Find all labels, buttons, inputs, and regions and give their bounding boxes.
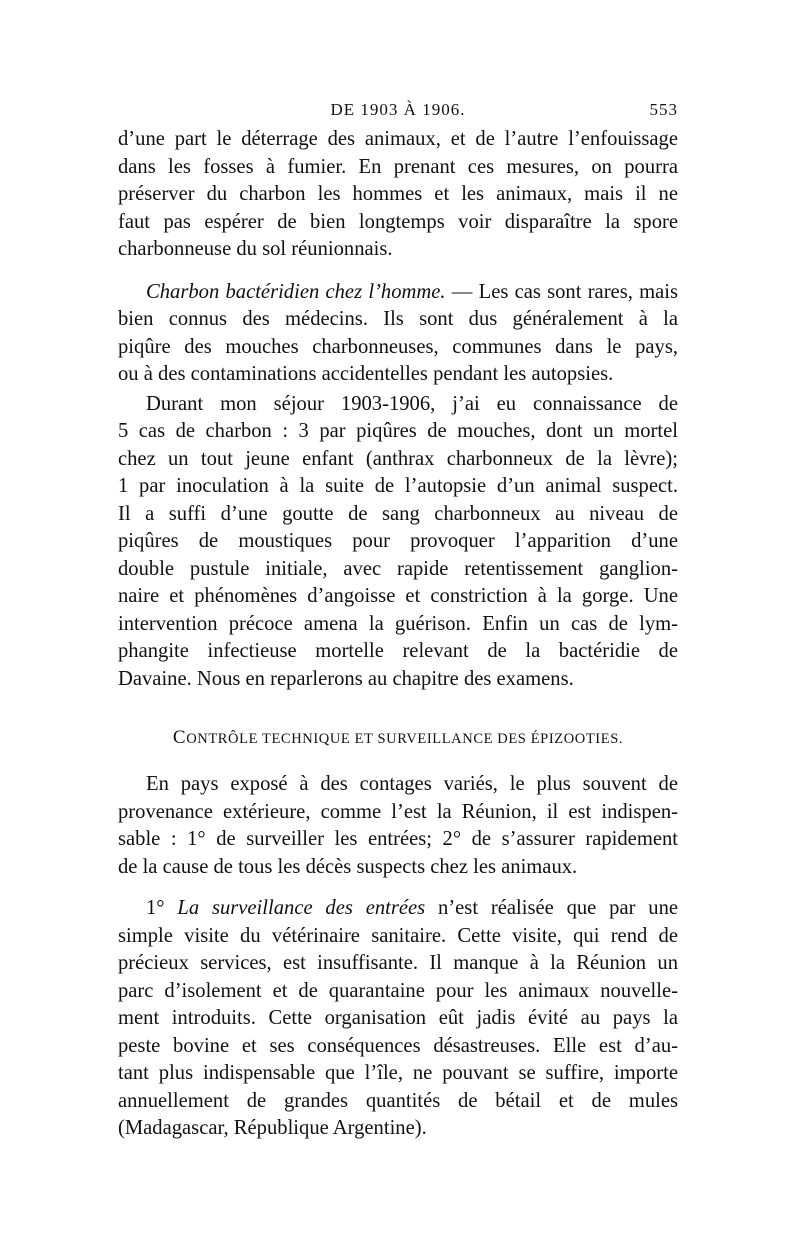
paragraph-continuation: [118, 126, 678, 264]
text-line: 1 par inoculation à la suite de l’autopsie d’un animal suspect.: [118, 475, 678, 497]
text-line: double pustule initiale, avec rapide retentissement ganglion-: [118, 557, 678, 580]
text-line: [118, 279, 678, 307]
text-run: — Les cas sont rares, mais: [445, 280, 678, 303]
text-line: tant plus indispensable que l’île, ne pouvant se suffire, importe: [118, 1062, 678, 1084]
paragraph-cas-charbon: [118, 391, 678, 694]
text-line: charbonneuse du sol réunionnais.: [118, 238, 393, 260]
paragraph-charbon-homme: [118, 279, 678, 389]
text-line: d’une part le déterrage des animaux, et de l’autre l’enfouissage: [118, 128, 678, 150]
text-run: 1°: [146, 897, 178, 919]
text-line: naire et phénomènes d’angoisse et constriction à la gorge. Une: [118, 585, 678, 607]
text-line: ou à des contaminations accidentelles pendant les autopsies.: [118, 363, 614, 385]
text-line: peste bovine et ses conséquences désastreuses. Elle est d’au-: [118, 1034, 678, 1057]
text-line: intervention précoce amena la guérison. Enfin un cas de lym-: [118, 612, 678, 635]
text-line: 5 cas de charbon : 3 par piqûres de mouches, dont un mortel: [118, 420, 678, 442]
run-in-heading: La surveillance des entrées: [177, 897, 426, 919]
text-line: précieux services, est insuffisante. Il manque à la Réunion un: [118, 952, 678, 974]
text-line: piqûres de moustiques pour provoquer l’apparition d’une: [118, 530, 678, 552]
text-line: piqûre des mouches charbonneuses, communes dans le pays,: [118, 335, 678, 358]
page-number: 553: [649, 100, 678, 119]
text-line: annuellement de grandes quantités de bétail et de mules: [118, 1089, 678, 1112]
text-line: bien connus des médecins. Ils sont dus généralement à la: [118, 308, 678, 330]
text-run: n’est réalisée que par une: [425, 897, 679, 919]
text-line: de la cause de tous les décès suspects chez les animaux.: [118, 855, 578, 878]
text-line: simple visite du vétérinaire sanitaire. Cette visite, qui rend de: [118, 924, 678, 947]
text-line: ment introduits. Cette organisation eût jadis évité au pays la: [118, 1007, 678, 1029]
text-line: phangite infectieuse mortelle relevant de la bactéridie de: [118, 640, 678, 662]
text-line: préserver du charbon les hommes et les animaux, mais il ne: [118, 183, 678, 205]
section-heading: CONTRÔLE TECHNIQUE ET SURVEILLANCE DES ÉPIZOOTIES.: [172, 727, 624, 748]
text-line: Davaine. Nous en reparlerons au chapitre des examens.: [118, 667, 574, 690]
text-line: Il a suffi d’une goutte de sang charbonneux au niveau de: [118, 502, 678, 525]
text-line: provenance extérieure, comme l’est la Réunion, il est indispen-: [118, 800, 678, 823]
text-line: sable : 1° de surveiller les entrées; 2° de s’assurer rapidement: [118, 828, 678, 850]
book-page: [118, 100, 678, 1143]
text-line: (Madagascar, République Argentine).: [118, 1117, 427, 1139]
paragraph-pays-expose: [118, 771, 678, 881]
run-in-heading: Charbon bactéridien chez l’homme.: [146, 280, 446, 303]
running-head-title: DE 1903 À 1906.: [330, 100, 466, 119]
running-head: [118, 100, 678, 124]
text-line: [118, 895, 678, 923]
text-line: dans les fosses à fumier. En prenant ces mesures, on pourra: [118, 155, 678, 178]
text-line: parc d’isolement et de quarantaine pour les animaux nouvelle-: [118, 979, 678, 1002]
text-line: En pays exposé à des contages variés, le plus souvent de: [146, 773, 678, 795]
paragraph-surveillance-entrees: [118, 895, 678, 1143]
text-line: faut pas espérer de bien longtemps voir disparaître la spore: [118, 210, 678, 233]
text-line: chez un tout jeune enfant (anthrax charbonneux de la lèvre);: [118, 447, 678, 470]
text-line: Durant mon séjour 1903-1906, j’ai eu connaissance de: [146, 392, 678, 415]
